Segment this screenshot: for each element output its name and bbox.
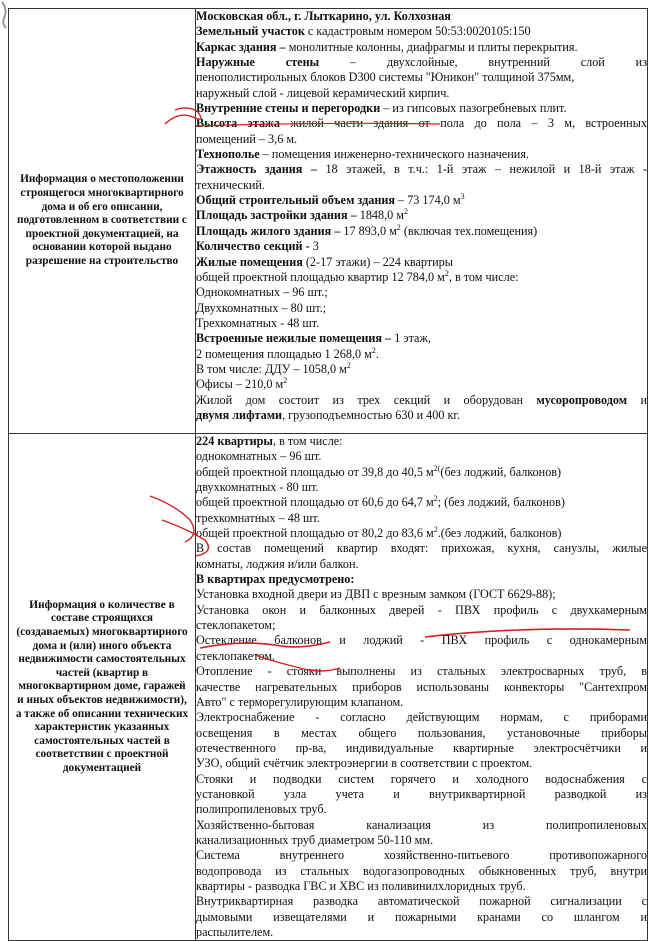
electric-line-3: отечественного пр-ва, индивидуальные квартирные электросчётчики и	[196, 740, 647, 755]
fire-alarm-line-2: дымовыми извещателями и пожарными кранами со шлангом и	[196, 909, 647, 924]
land-value: с кадастровым номером 50:53:0020105:150	[304, 24, 531, 39]
heating-line-2: качестве нагревательных приборов использованы конвекторы "Сантехпром	[196, 679, 647, 694]
composition-line: В состав помещений квартир входят: прихожая, кухня, санузлы, жилые	[196, 541, 647, 556]
frame-label: Каркас здания –	[196, 39, 286, 54]
location-label: Информация о местоположении строящегося многоквартирного дома и об его описании, подготовленном в соответствии с проектной документацией, на основании которой выдано разрешение на строительство	[17, 173, 187, 267]
three-room-line: трехкомнатных – 48 шт.	[196, 510, 320, 525]
tech-value: – помещения инженерно-технического назначения.	[259, 147, 529, 162]
tech-label: Технополье	[196, 147, 260, 162]
electric-line: Электроснабжение - согласно действующим нормам, с приборами	[196, 710, 647, 725]
heating-line-3: Авто" с терморегулирующим клапаном.	[196, 694, 404, 709]
table-row	[9, 434, 648, 941]
residential-area-line: общей проектной площадью квартир 12 784,0 $м^2$, в том числе:	[196, 269, 519, 284]
walls-line-2: пенополистирольных блоков D300 системы "Юникон" толщиной 375мм,	[196, 70, 575, 85]
sewer-line: Хозяйственно-бытовая канализация из полипропиленовых	[196, 817, 647, 832]
one-room-area: общей проектной площадью от 39,8 до 40,5 $м^{2(}(без$ лоджий, балконов)	[196, 464, 562, 479]
inner-walls-label: Внутренние стены и перегородки	[196, 101, 381, 116]
electric-line-4: УЗО, общий счётчик электроэнергии в соответствии с проектом.	[196, 756, 533, 771]
volume-line: Общий строительный объем здания – 73 174,0 $м^3$	[196, 193, 465, 208]
units-label: Информация о количестве в составе строящихся (создаваемых) многоквартирного дома и (или) иного объекта недвижимости самостоятельных частей (квартир в многоквартирном доме, гаражей и иных объектов недвижимости), а также об описании технических характеристик указанных самостоятельных частей в соответствии с проектной документацией	[15, 598, 189, 774]
entrance-door-line: Установка входной двери из ДВП с врезным замком (ГОСТ 6629-88);	[196, 587, 556, 602]
house-line: Жилой дом состоит из трех секций и оборудован мусоропроводом и	[196, 392, 647, 407]
height-line-2: помещений – 3,6 м.	[196, 131, 298, 146]
apartments-total: 224 квартиры, в том числе:	[196, 434, 343, 448]
location-content-cell	[196, 9, 648, 434]
sewer-line-2: канализационных труб диаметром 50-110 мм.	[196, 832, 434, 847]
inner-walls-value: – из гипсовых пазогребневых плит.	[380, 101, 567, 116]
kindergarten-line: В том числе: ДДУ – 1058,0 $м^2$	[196, 361, 351, 376]
corner-mark	[0, 0, 20, 30]
floors-line-2: технический.	[196, 177, 265, 192]
firewater-line-3: квартиры - разводка ГВС и ХВС из поливинилхлоридных труб.	[196, 878, 526, 893]
electric-line-2: освещения в местах общего пользования, установочные приборы	[196, 725, 647, 740]
one-room-line: однокомнатных – 96 шт.	[196, 449, 322, 464]
firewater-line: Система внутреннего хозяйственно-питьевого противопожарного	[196, 848, 647, 863]
water-line-3: полипропиленовых труб.	[196, 802, 327, 817]
units-label-cell	[9, 434, 196, 941]
land-label: Земельный участок	[196, 24, 305, 39]
windows-line-2: стеклопакетом;	[196, 618, 276, 633]
walls-line-3: наружный слой - лицевой керамический кирпич.	[196, 85, 450, 100]
three-room-area: общей проектной площадью от 80,2 до 83,6 $м^2.(без$ лоджий, балконов)	[196, 526, 562, 541]
heating-line: Отопление - стояки выполнены из стальных электросварных труб, в	[196, 664, 647, 679]
frame-value: монолитные колонны, диафрагмы и плиты перекрытия.	[285, 39, 578, 54]
height-line: Высота этажа жилой части здания от пола до пола – 3 м, встроенных	[196, 116, 647, 131]
house-line-2: двумя лифтами, грузоподъемностью 630 и 400 кг.	[196, 407, 461, 422]
provisions-heading: В квартирах предусмотрено:	[196, 572, 355, 587]
glazing-line-2: стеклопакетом.	[196, 648, 275, 663]
nonresidential-line: Встроенные нежилые помещения – 1 этаж,	[196, 331, 431, 346]
composition-line-2: комнаты, лоджия и/или балкон.	[196, 556, 359, 571]
residential-line: Жилые помещения (2-17 этажи) – 224 квартиры	[196, 254, 453, 269]
location-label-cell	[9, 9, 196, 434]
water-line-2: установкой узла учета и внутриквартирной разводкой из	[196, 786, 647, 801]
floors-line: Этажность здания – 18 этажей, в т.ч.: 1-й этаж – нежилой и 18-й этаж -	[196, 162, 647, 177]
glazing-line: Остекление балконов и лоджий - ПВХ профиль с однокамерным	[196, 633, 647, 648]
water-line: Стояки и подводки систем горячего и холодного водоснабжения с	[196, 771, 647, 786]
fire-alarm-line: Внутриквартирная разводка автоматической пожарной сигнализации с	[196, 894, 647, 909]
living-area-line: Площадь жилого здания – 17 893,0 $м^2$ (включая тех.помещения)	[196, 223, 538, 238]
offices-line: Офисы – 210,0 $м^2$	[196, 377, 288, 392]
sections-line: Количество секций - 3	[196, 239, 319, 254]
firewater-line-2: водопровода из стальных водогазопроводных обыкновенных труб, внутри	[196, 863, 647, 878]
two-room-line: двухкомнатных - 80 шт.	[196, 480, 319, 495]
units-content-cell	[196, 434, 648, 941]
fire-alarm-line-3: распылителем.	[196, 925, 274, 939]
two-room-count: Двухкомнатных – 80 шт.;	[196, 300, 327, 315]
walls-line: Наружные стены – двухслойные, внутренний слой из	[196, 55, 647, 70]
windows-line: Установка окон и балконных дверей - ПВХ профиль с двухкамерным	[196, 602, 647, 617]
address: Московская обл., г. Лыткарино, ул. Колхозная	[196, 9, 451, 23]
build-area-line: Площадь застройки здания – 1848,0 $м^2$	[196, 208, 409, 223]
one-room-count: Однокомнатных – 96 шт.;	[196, 285, 328, 300]
three-room-count: Трехкомнатных - 48 шт.	[196, 315, 320, 330]
info-table	[8, 8, 648, 941]
nonresidential-area-line: 2 помещения площадью 1 268,0 $м^2$.	[196, 346, 379, 361]
table-row	[9, 9, 648, 434]
two-room-area: общей проектной площадью от 60,6 до 64,7 $м^2$; (без лоджий, балконов)	[196, 495, 565, 510]
